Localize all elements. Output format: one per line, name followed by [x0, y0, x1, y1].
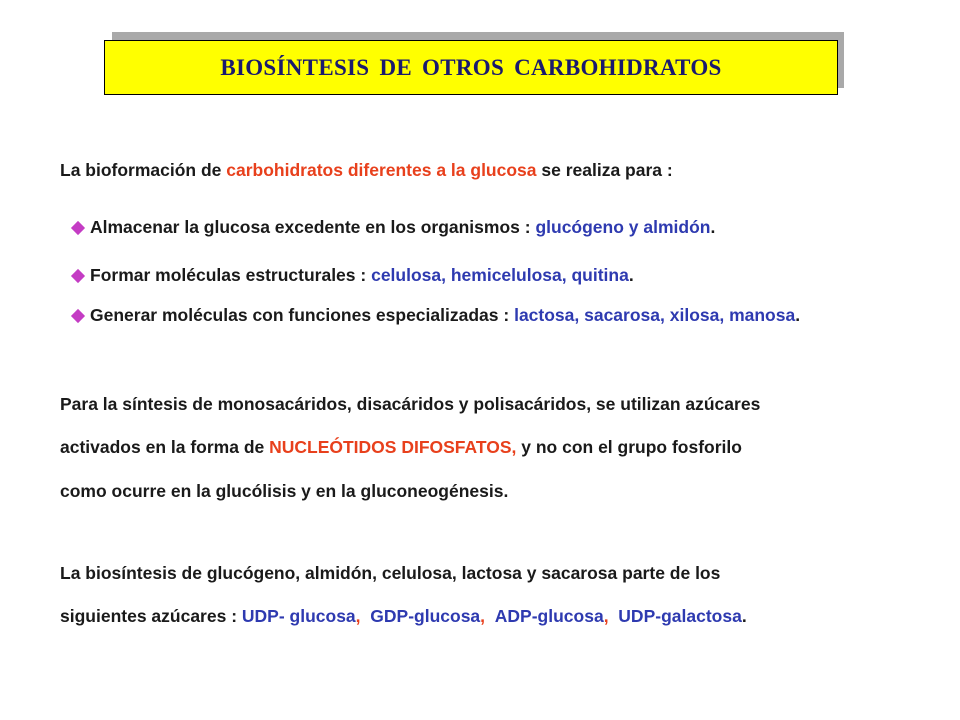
intro-text-a: La bioformación de [60, 160, 227, 180]
sugar-udp-glucosa: UDP- glucosa [241, 606, 356, 626]
diamond-bullet-icon [71, 308, 85, 322]
comma: , [480, 606, 486, 626]
para1-text-3: como ocurre en la glucólisis y en la gluconeogénesis. [60, 481, 509, 501]
para1-text-2c: y no con el grupo fosforilo [516, 437, 742, 457]
comma: , [603, 606, 609, 626]
comma: , [355, 606, 361, 626]
para2-text-2a: siguientes azúcares : [60, 606, 242, 626]
bullet-item-3 [70, 305, 800, 326]
sugar-udp-galactosa: UDP-galactosa [618, 606, 742, 626]
intro-highlight: carbohidratos diferentes a la glucosa [226, 160, 537, 180]
para1-line1 [60, 394, 760, 415]
para1-highlight: NUCLEÓTIDOS DIFOSFATOS, [269, 437, 517, 457]
diamond-bullet-icon [71, 268, 85, 282]
bullet-end: . [710, 217, 716, 237]
title-box [104, 40, 838, 95]
bullet-item-1 [70, 217, 715, 238]
bullet-text: Almacenar la glucosa excedente en los organismos : [90, 217, 531, 237]
para1-line3 [60, 481, 508, 502]
intro-text-c: se realiza para : [536, 160, 673, 180]
bullet-highlight: glucógeno y almidón [535, 217, 711, 237]
bullet-text: Formar moléculas estructurales : [90, 265, 367, 285]
bullet-end: . [795, 305, 801, 325]
sugar-gdp-glucosa: GDP-glucosa [370, 606, 481, 626]
bullet-item-2 [70, 265, 634, 286]
para2-end: . [741, 606, 747, 626]
para2-line1 [60, 563, 720, 584]
sugar-adp-glucosa: ADP-glucosa [494, 606, 604, 626]
bullet-highlight: celulosa, hemicelulosa, quitina [371, 265, 629, 285]
bullet-end: . [628, 265, 634, 285]
para2-line2 [60, 606, 747, 627]
bullet-highlight: lactosa, sacarosa, xilosa, manosa [514, 305, 796, 325]
para1-line2 [60, 437, 742, 458]
para2-text-1: La biosíntesis de glucógeno, almidón, celulosa, lactosa y sacarosa parte de los [60, 563, 721, 583]
para1-text-2a: activados en la forma de [60, 437, 270, 457]
page-title: BIOSÍNTESIS DE OTROS CARBOHIDRATOS [220, 54, 722, 80]
diamond-bullet-icon [71, 220, 85, 234]
bullet-text: Generar moléculas con funciones especializadas : [90, 305, 510, 325]
para1-text-1: Para la síntesis de monosacáridos, disacáridos y polisacáridos, se utilizan azúcares [60, 394, 761, 414]
intro-line [60, 160, 673, 181]
